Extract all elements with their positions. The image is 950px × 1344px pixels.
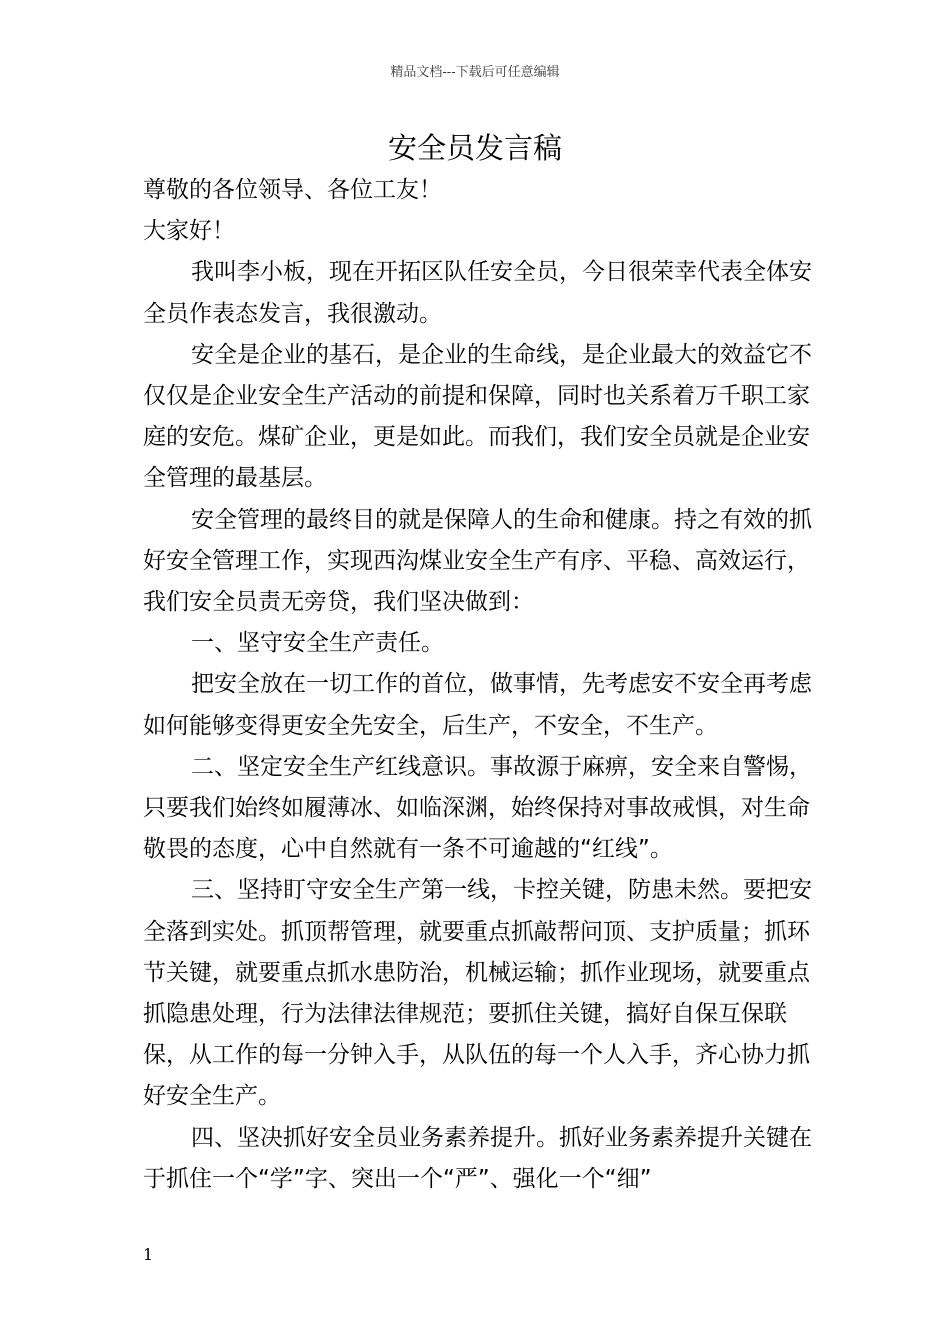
paragraph-point-two: 二、坚定安全生产红线意识。事故源于麻痹，安全来自警惕，只要我们始终如履薄冰、如临深渊，始终保持对事故戒惧，对生命敬畏的态度，心中自然就有一条不可逾越的“红线”。	[143, 753, 812, 863]
greeting: 大家好！	[143, 218, 235, 245]
document-title: 安全员发言稿	[387, 131, 562, 165]
page-header: 精品文档---下载后可任意编辑	[390, 65, 560, 80]
paragraph-introduction: 我叫李小板，现在开拓区队任安全员，今日很荣幸代表全体安全员作表态发言，我很激动。	[143, 259, 812, 327]
paragraph-safety-foundation: 安全是企业的基石，是企业的生命线，是企业最大的效益它不仅仅是企业安全生产活动的前提和保障，同时也关系着万千职工家庭的安危。煤矿企业，更是如此。而我们，我们安全员就是企业安全管理的最基层。	[143, 341, 812, 492]
paragraph-safety-management-goal: 安全管理的最终目的就是保障人的生命和健康。持之有效的抓好安全管理工作，实现西沟煤业安全生产有序、平稳、高效运行，我们安全员责无旁贷，我们坚决做到：	[143, 506, 812, 616]
document-body	[143, 170, 823, 1200]
page-number: 1	[143, 1245, 154, 1264]
heading-point-one: 一、坚守安全生产责任。	[191, 630, 444, 657]
paragraph-point-three: 三、坚持盯守安全生产第一线，卡控关键，防患未然。要把安全落到实处。抓顶帮管理，就要重点抓敲帮问顶、支护质量；抓环节关键，就要重点抓水患防治，机械运输；抓作业现场，就要重点抓隐患处理，行为法律法律规范；要抓住关键，搞好自保互保联保，从工作的每一分钟入手，从队伍的每一个人入手，齐心协力抓好安全生产。	[143, 877, 812, 1110]
salutation: 尊敬的各位领导、各位工友！	[143, 177, 442, 203]
paragraph-point-one-detail: 把安全放在一切工作的首位，做事情，先考虑安不安全再考虑如何能够变得更安全先安全，后生产，不安全，不生产。	[143, 671, 812, 739]
paragraph-point-four: 四、坚决抓好安全员业务素养提升。抓好业务素养提升关键在于抓住一个“学”字、突出一个“严”、强化一个“细”	[143, 1124, 812, 1192]
